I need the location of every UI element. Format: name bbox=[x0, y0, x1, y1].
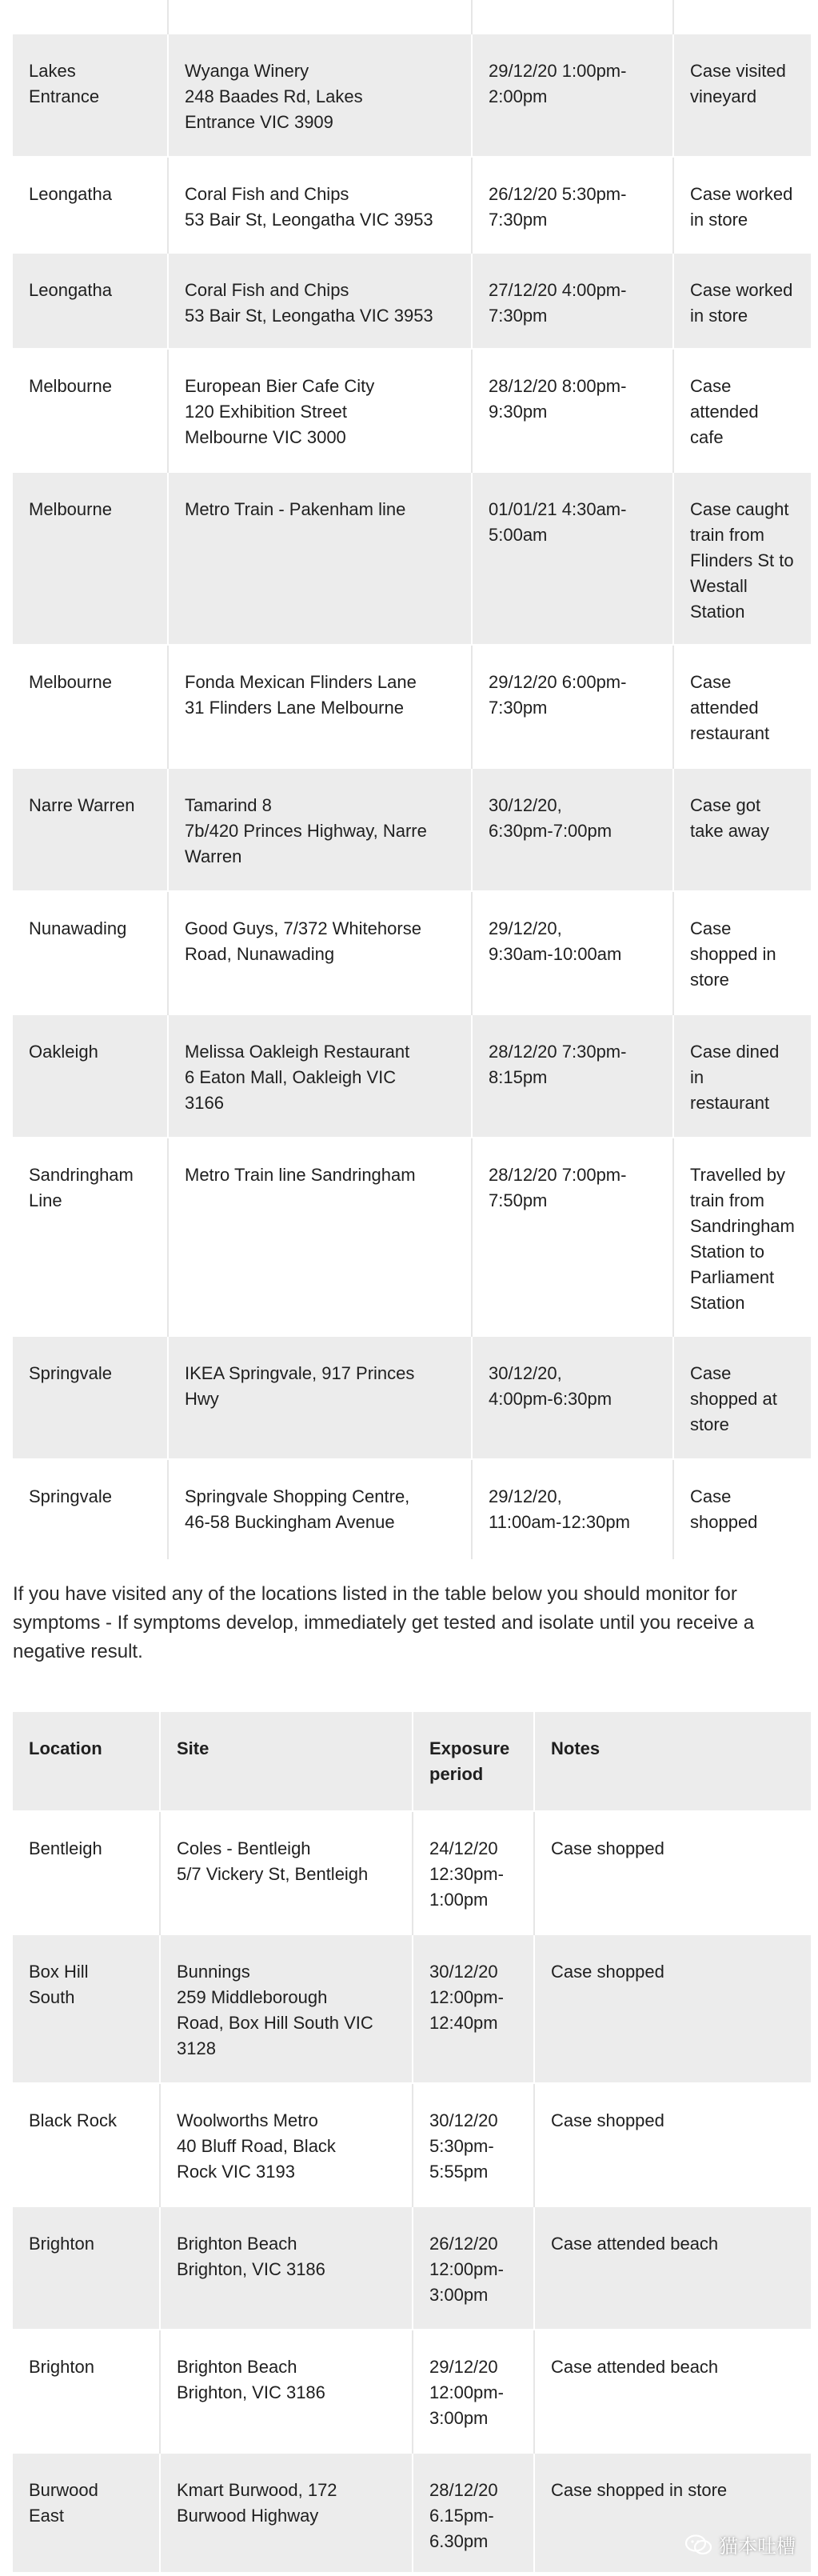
site-cell: Fonda Mexican Flinders Lane 31 Flinders Lane Melbourne bbox=[168, 645, 472, 768]
header-exposure: Exposure period bbox=[413, 1712, 534, 1811]
exposure-cell: 29/12/20 12:00pm- 3:00pm bbox=[413, 2330, 534, 2453]
notes-cell: Case caught train from Flinders St to Westall Station bbox=[673, 472, 811, 645]
notes-cell: Case attended cafe bbox=[673, 349, 811, 472]
site-cell: Brighton Beach Brighton, VIC 3186 bbox=[160, 2330, 413, 2453]
exposure-cell: 28/12/20 7:30pm- 8:15pm bbox=[472, 1014, 673, 1138]
site-cell: Coles - Bentleigh 5/7 Vickery St, Bentleigh bbox=[160, 1811, 413, 1934]
table-row bbox=[13, 472, 811, 645]
site-cell: Woolworths Metro 40 Bluff Road, Black Rock VIC 3193 bbox=[160, 2083, 413, 2206]
site-cell: Wyanga Winery 248 Baades Rd, Lakes Entrance VIC 3909 bbox=[168, 34, 472, 157]
table-row bbox=[13, 2330, 811, 2453]
site-cell: Coral Fish and Chips 53 Bair St, Leongatha VIC 3953 bbox=[168, 157, 472, 253]
location-cell: Narre Warren bbox=[13, 768, 168, 891]
table-row bbox=[13, 1811, 811, 1934]
exposure-cell: 29/12/20, 9:30am-10:00am bbox=[472, 891, 673, 1014]
notes-cell: Case shopped bbox=[534, 1934, 811, 2083]
exposure-cell: 30/12/20 5:30pm- 5:55pm bbox=[413, 2083, 534, 2206]
site-cell: Brighton Beach Brighton, VIC 3186 bbox=[160, 2206, 413, 2330]
exposure-cell: 29/12/20, 11:00am-12:30pm bbox=[472, 1459, 673, 1558]
notes-cell: Case attended restaurant bbox=[673, 645, 811, 768]
notes-cell: Case shopped bbox=[673, 1459, 811, 1558]
table-row bbox=[13, 2206, 811, 2330]
table-row bbox=[13, 349, 811, 472]
exposure-cell: 29/12/20 1:00pm- 2:00pm bbox=[472, 34, 673, 157]
exposure-cell: 28/12/20 7:00pm- 7:50pm bbox=[472, 1138, 673, 1336]
site-cell: Bunnings 259 Middleborough Road, Box Hill South VIC 3128 bbox=[160, 1934, 413, 2083]
notes-cell: Case shopped in store bbox=[534, 2453, 811, 2573]
watermark-text: 猫本吐槽 bbox=[719, 2536, 796, 2558]
notes-cell: Case visited vineyard bbox=[673, 34, 811, 157]
table-header-row bbox=[13, 1712, 811, 1811]
location-cell: Brighton bbox=[13, 2330, 160, 2453]
exposure-cell: 26/12/20 12:00pm- 3:00pm bbox=[413, 2206, 534, 2330]
notes-cell: Case worked in store bbox=[673, 253, 811, 349]
table-row bbox=[13, 2083, 811, 2206]
location-cell: Lakes Entrance bbox=[13, 34, 168, 157]
table-row bbox=[13, 253, 811, 349]
table-row bbox=[13, 1138, 811, 1336]
monitor-instruction: If you have visited any of the locations listed in the table below you should monitor for symptoms - If symptoms develop, immediately get tested and isolate until you receive a negative result. bbox=[13, 1583, 755, 1662]
location-cell: Springvale bbox=[13, 1459, 168, 1558]
location-cell: Leongatha bbox=[13, 253, 168, 349]
table-row bbox=[13, 1014, 811, 1138]
table-row bbox=[13, 1934, 811, 2083]
wechat-icon bbox=[685, 2534, 712, 2555]
notes-cell: Case attended beach bbox=[534, 2330, 811, 2453]
notes-cell: Case shopped in store bbox=[673, 891, 811, 1014]
location-cell: Sandringham Line bbox=[13, 1138, 168, 1336]
exposure-cell: 28/12/20 8:00pm- 9:30pm bbox=[472, 349, 673, 472]
site-cell: Kmart Burwood, 172 Burwood Highway bbox=[160, 2453, 413, 2573]
header-location: Location bbox=[13, 1712, 160, 1811]
location-cell: Leongatha bbox=[13, 157, 168, 253]
site-cell: IKEA Springvale, 917 Princes Hwy bbox=[168, 1336, 472, 1459]
notes-cell: Case got take away bbox=[673, 768, 811, 891]
location-cell: Oakleigh bbox=[13, 1014, 168, 1138]
exposure-cell: 28/12/20 6.15pm- 6.30pm bbox=[413, 2453, 534, 2573]
exposure-table-top bbox=[13, 0, 811, 1559]
exposure-cell: 30/12/20 12:00pm- 12:40pm bbox=[413, 1934, 534, 2083]
notes-cell: Case shopped bbox=[534, 1811, 811, 1934]
exposure-cell: 30/12/20, 6:30pm-7:00pm bbox=[472, 768, 673, 891]
location-cell: Nunawading bbox=[13, 891, 168, 1014]
table-row bbox=[13, 768, 811, 891]
location-cell: Melbourne bbox=[13, 349, 168, 472]
location-cell: Melbourne bbox=[13, 645, 168, 768]
site-cell: Metro Train - Pakenham line bbox=[168, 472, 472, 645]
location-cell: Burwood East bbox=[13, 2453, 160, 2573]
exposure-cell: 24/12/20 12:30pm- 1:00pm bbox=[413, 1811, 534, 1934]
location-cell: Bentleigh bbox=[13, 1811, 160, 1934]
site-cell: Springvale Shopping Centre, 46-58 Buckingham Avenue bbox=[168, 1459, 472, 1558]
table-row bbox=[13, 1459, 811, 1558]
exposure-cell: 27/12/20 4:00pm- 7:30pm bbox=[472, 253, 673, 349]
site-cell: European Bier Cafe City 120 Exhibition Street Melbourne VIC 3000 bbox=[168, 349, 472, 472]
notes-cell: Case worked in store bbox=[673, 157, 811, 253]
site-cell: Melissa Oakleigh Restaurant 6 Eaton Mall, Oakleigh VIC 3166 bbox=[168, 1014, 472, 1138]
table-row bbox=[13, 34, 811, 157]
site-cell: Tamarind 8 7b/420 Princes Highway, Narre Warren bbox=[168, 768, 472, 891]
location-cell: Melbourne bbox=[13, 472, 168, 645]
exposure-table-monitor bbox=[13, 1712, 811, 2574]
watermark bbox=[685, 2530, 796, 2558]
header-site: Site bbox=[160, 1712, 413, 1811]
notes-cell: Case dined in restaurant bbox=[673, 1014, 811, 1138]
site-cell: Coral Fish and Chips 53 Bair St, Leongatha VIC 3953 bbox=[168, 253, 472, 349]
site-cell: Metro Train line Sandringham bbox=[168, 1138, 472, 1336]
location-cell: Brighton bbox=[13, 2206, 160, 2330]
notes-cell: Case attended beach bbox=[534, 2206, 811, 2330]
table-row bbox=[13, 1336, 811, 1459]
exposure-cell: 26/12/20 5:30pm- 7:30pm bbox=[472, 157, 673, 253]
table-row-partial bbox=[13, 0, 811, 34]
notes-cell: Case shopped at store bbox=[673, 1336, 811, 1459]
header-notes: Notes bbox=[534, 1712, 811, 1811]
notes-cell: Case shopped bbox=[534, 2083, 811, 2206]
location-cell: Box Hill South bbox=[13, 1934, 160, 2083]
site-cell: Good Guys, 7/372 Whitehorse Road, Nunawading bbox=[168, 891, 472, 1014]
table-row bbox=[13, 157, 811, 253]
table-row bbox=[13, 891, 811, 1014]
location-cell: Black Rock bbox=[13, 2083, 160, 2206]
exposure-cell: 01/01/21 4:30am- 5:00am bbox=[472, 472, 673, 645]
table-row bbox=[13, 645, 811, 768]
notes-cell: Travelled by train from Sandringham Station to Parliament Station bbox=[673, 1138, 811, 1336]
location-cell: Springvale bbox=[13, 1336, 168, 1459]
exposure-cell: 30/12/20, 4:00pm-6:30pm bbox=[472, 1336, 673, 1459]
exposure-cell: 29/12/20 6:00pm- 7:30pm bbox=[472, 645, 673, 768]
